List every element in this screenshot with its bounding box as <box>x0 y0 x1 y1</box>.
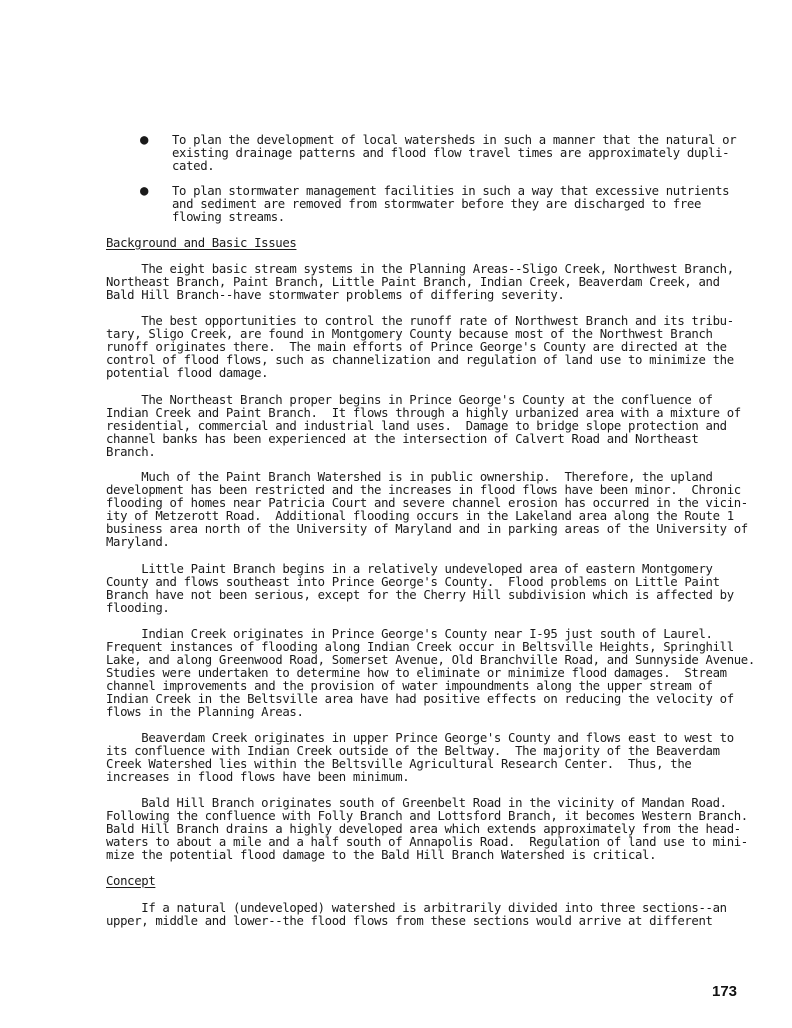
paragraph-line: flooding. <box>106 601 170 615</box>
paragraph-line: County and flows southeast into Prince George's County. Flood problems on Little Paint <box>106 575 720 589</box>
paragraph-line: The eight basic stream systems in the Planning Areas--Sligo Creek, Northwest Branch, <box>106 262 734 276</box>
paragraph-line: Northeast Branch, Paint Branch, Little Paint Branch, Indian Creek, Beaverdam Creek, and <box>106 275 720 289</box>
bullet-line: flowing streams. <box>172 210 285 224</box>
paragraph-line: potential flood damage. <box>106 366 269 380</box>
paragraph-line: Bald Hill Branch originates south of Greenbelt Road in the vicinity of Mandan Road. <box>106 796 727 810</box>
paragraph-line: Indian Creek and Paint Branch. It flows through a highly urbanized area with a mixture of <box>106 406 741 420</box>
paragraph-line: increases in flood flows have been minimum. <box>106 770 410 784</box>
paragraph-line: residential, commercial and industrial land uses. Damage to bridge slope protection and <box>106 419 727 433</box>
page-number: 173 <box>712 983 738 1000</box>
paragraph-line: waters to about a mile and a half south of Annapolis Road. Regulation of land use to mini- <box>106 835 748 849</box>
paragraph-line: Much of the Paint Branch Watershed is in public ownership. Therefore, the upland <box>106 470 713 484</box>
bullet-marker: ● <box>140 183 149 199</box>
paragraph-line: flooding of homes near Patricia Court and severe channel erosion has occurred in the vicin- <box>106 496 748 510</box>
bullet-line: cated. <box>172 159 215 173</box>
paragraph-line: Frequent instances of flooding along Indian Creek occur in Beltsville Heights, Springhill <box>106 640 734 654</box>
paragraph-line: Maryland. <box>106 535 170 549</box>
paragraph-line: Beaverdam Creek originates in upper Prince George's County and flows east to west to <box>106 731 734 745</box>
paragraph-line: Following the confluence with Folly Branch and Lottsford Branch, it becomes Western Branch. <box>106 809 748 823</box>
paragraph-line: Bald Hill Branch drains a highly developed area which extends approximately from the head- <box>106 822 741 836</box>
paragraph-line: channel improvements and the provision of water impoundments along the upper stream of <box>106 679 713 693</box>
paragraph-line: Branch. <box>106 445 156 459</box>
paragraph-line: ity of Metzerott Road. Additional flooding occurs in the Lakeland area along the Route 1 <box>106 509 734 523</box>
bullet-marker: ● <box>140 132 149 148</box>
paragraph-line: Indian Creek in the Beltsville area have had positive effects on reducing the velocity of <box>106 692 734 706</box>
section-heading-concept: Concept <box>106 874 156 888</box>
paragraph-line: development has been restricted and the increases in flood flows have been minor. Chronic <box>106 483 741 497</box>
paragraph-line: Creek Watershed lies within the Beltsville Agricultural Research Center. Thus, the <box>106 757 692 771</box>
paragraph-line: The best opportunities to control the runoff rate of Northwest Branch and its tribu- <box>106 314 734 328</box>
bullet-line: To plan the development of local watersheds in such a manner that the natural or <box>172 133 737 147</box>
bullet-line: and sediment are removed from stormwater before they are discharged to free <box>172 197 702 211</box>
section-heading-background: Background and Basic Issues <box>106 236 297 250</box>
paragraph-line: Bald Hill Branch--have stormwater problems of differing severity. <box>106 288 565 302</box>
paragraph-line: The Northeast Branch proper begins in Prince George's County at the confluence of <box>106 393 713 407</box>
paragraph-line: Studies were undertaken to determine how to eliminate or minimize flood damages. Stream <box>106 666 727 680</box>
paragraph-line: tary, Sligo Creek, are found in Montgomery County because most of the Northwest Branch <box>106 327 713 341</box>
paragraph-line: flows in the Planning Areas. <box>106 705 304 719</box>
paragraph-line: business area north of the University of Maryland and in parking areas of the University of <box>106 522 748 536</box>
bullet-line: existing drainage patterns and flood flow travel times are approximately dupli- <box>172 146 730 160</box>
paragraph-line: channel banks has been experienced at the intersection of Calvert Road and Northeast <box>106 432 699 446</box>
paragraph-line: Branch have not been serious, except for the Cherry Hill subdivision which is affected by <box>106 588 734 602</box>
paragraph-line: runoff originates there. The main efforts of Prince George's County are directed at the <box>106 340 727 354</box>
paragraph-line: Indian Creek originates in Prince George's County near I-95 just south of Laurel. <box>106 627 713 641</box>
paragraph-line: Lake, and along Greenwood Road, Somerset Avenue, Old Branchville Road, and Sunnyside Avenue. <box>106 653 755 667</box>
paragraph-line: upper, middle and lower--the flood flows from these sections would arrive at different <box>106 914 713 928</box>
paragraph-line: mize the potential flood damage to the Bald Hill Branch Watershed is critical. <box>106 848 657 862</box>
paragraph-line: its confluence with Indian Creek outside of the Beltway. The majority of the Beaverdam <box>106 744 720 758</box>
paragraph-line: If a natural (undeveloped) watershed is arbitrarily divided into three sections--an <box>106 901 727 915</box>
paragraph-line: control of flood flows, such as channelization and regulation of land use to minimize the <box>106 353 734 367</box>
paragraph-line: Little Paint Branch begins in a relatively undeveloped area of eastern Montgomery <box>106 562 713 576</box>
bullet-line: To plan stormwater management facilities in such a way that excessive nutrients <box>172 184 730 198</box>
